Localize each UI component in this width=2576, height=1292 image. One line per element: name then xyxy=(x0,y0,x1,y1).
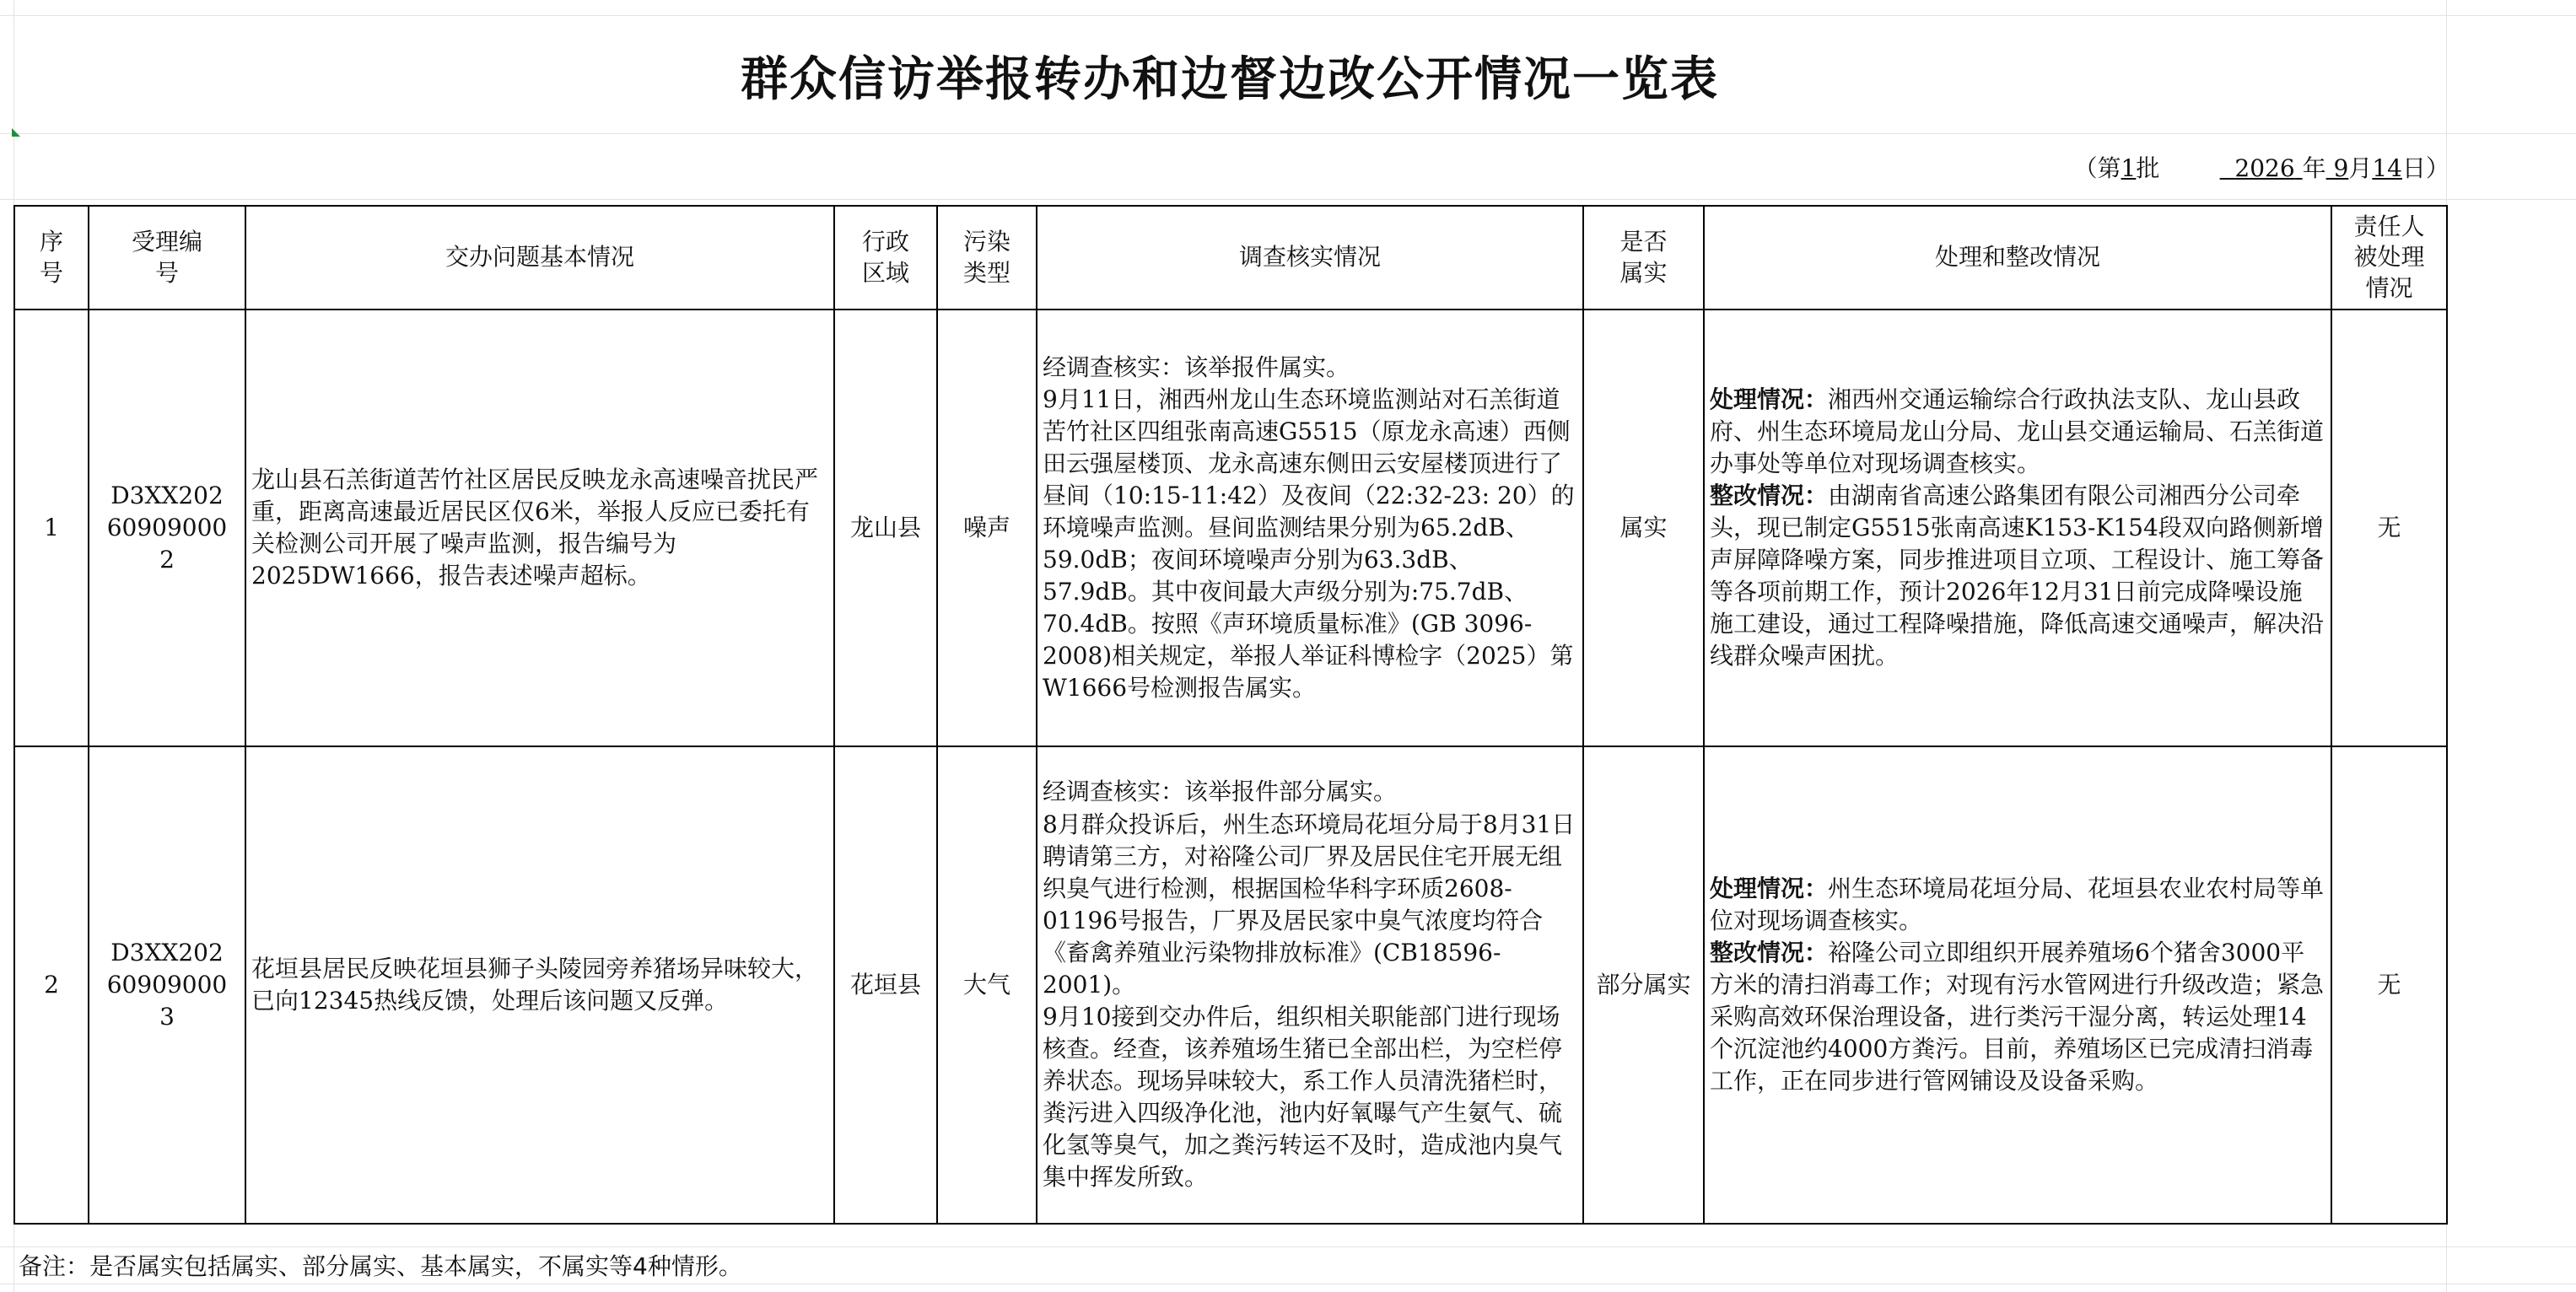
investigation-line: 9月10接到交办件后，组织相关职能部门进行现场核查。经查，该养殖场生猪已全部出栏，为空栏停养状态。现场异味较大，系工作人员清洗猪栏时，粪污进入四级净化池，池内好氧曝气产生氨气、硫化氢等臭气，加之粪污转运不及时，造成池内臭气集中挥发所致。 xyxy=(1043,1003,1563,1192)
sheet-title: 群众信访举报转办和边督边改公开情况一览表 xyxy=(741,52,1719,107)
report-table xyxy=(13,205,2448,1225)
cell-region: 龙山县 xyxy=(834,310,937,746)
cell-responsible: 无 xyxy=(2331,746,2447,1224)
handling-text: 湘西州交通运输综合行政执法支队、龙山县政府、州生态环境局龙山分局、龙山县交通运输局、石羔街道办事处等单位对现场调查核实。 xyxy=(1710,385,2325,477)
cell-investigation xyxy=(1037,746,1583,1224)
header-responsible: 责任人被处理情况 xyxy=(2331,206,2447,310)
rectify-text: 由湖南省高速公路集团有限公司湘西分公司牵头，现已制定G5515张南高速K153-K154段双向路侧新增声屏障降噪方案，同步推进项目立项、工程设计、施工筹备等各项前期工作，预计2026年12月31日前完成降噪设施施工建设，通过工程降噪措施，降低高速交通噪声，解决沿线群众噪声困扰。 xyxy=(1710,481,2325,670)
header-verified: 是否属实 xyxy=(1583,206,1704,310)
header-handling: 处理和整改情况 xyxy=(1704,206,2331,310)
cell-id: D3XX202609090003 xyxy=(89,746,245,1224)
investigation-line: 9月11日，湘西州龙山生态环境监测站对石羔街道苦竹社区四组张南高速G5515（原龙永高速）西侧田云强屋楼顶、龙永高速东侧田云安屋楼顶进行了昼间（10:15-11:42）及夜间（22:32-23: 20）的环境噪声监测。昼间监测结果分别为65.2dB、59.0dB；夜间环境噪声分别为63.3dB、57.9dB。其中夜间最大声级分别为:75.7dB、70.4dB。按照《声环境质量标准》(GB 3096-2008)相关规定，举报人举证科博检字（2025）第W1666号检测报告属实。 xyxy=(1043,385,1575,703)
table-header-row xyxy=(14,206,2447,310)
batch-word: 批 xyxy=(2136,154,2160,182)
batch-day: 14 xyxy=(2372,154,2402,182)
cell-verified: 部分属实 xyxy=(1583,746,1704,1224)
grid-line xyxy=(0,15,2576,16)
header-id: 受理编号 xyxy=(89,206,245,310)
rectify-text: 裕隆公司立即组织开展养殖场6个猪舍3000平方米的清扫消毒工作；对现有污水管网进行升级改造；紧急采购高效环保治理设备，进行类污干湿分离，转运处理14个沉淀池约4000方粪污。目前，养殖场区已完成清扫消毒工作，正在同步进行管网铺设及设备采购。 xyxy=(1710,938,2325,1096)
handling-label: 处理情况： xyxy=(1710,874,1829,902)
grid-line xyxy=(0,1246,2576,1247)
table-row xyxy=(14,746,2447,1224)
cell-issue: 龙山县石羔街道苦竹社区居民反映龙永高速噪音扰民严重，距离高速最近居民区仅6米，举报人反应已委托有关检测公司开展了噪声监测，报告编号为2025DW1666，报告表述噪声超标。 xyxy=(245,310,834,746)
cell-investigation xyxy=(1037,310,1583,746)
handling-text: 州生态环境局花垣分局、花垣县农业农村局等单位对现场调查核实。 xyxy=(1710,874,2325,934)
batch-number: 1 xyxy=(2121,154,2137,182)
cell-seq: 1 xyxy=(14,310,89,746)
grid-line xyxy=(0,199,2576,200)
cell-pollution: 噪声 xyxy=(937,310,1037,746)
footnote: 备注：是否属实包括属实、部分属实、基本属实，不属实等4种情形。 xyxy=(19,1252,742,1280)
batch-month-word: 月 xyxy=(2348,154,2373,182)
investigation-line: 8月群众投诉后，州生态环境局花垣分局于8月31日聘请第三方，对裕隆公司厂界及居民住宅开展无组织臭气进行检测，根据国检华科字环质2608-01196号报告，厂界及居民家中臭气浓度均符合《畜禽养殖业污染物排放标准》(CB18596-2001)。 xyxy=(1043,810,1576,999)
cell-indicator-icon xyxy=(12,128,20,137)
investigation-line: 经调查核实：该举报件部分属实。 xyxy=(1043,778,1398,806)
rectify-label: 整改情况： xyxy=(1710,481,1829,509)
table-row xyxy=(14,310,2447,746)
cell-handling xyxy=(1704,310,2331,746)
header-seq: 序号 xyxy=(14,206,89,310)
batch-month: 9 xyxy=(2333,154,2349,182)
cell-issue: 花垣县居民反映花垣县狮子头陵园旁养猪场异味较大，已向12345热线反馈，处理后该问题又反弹。 xyxy=(245,746,834,1224)
header-issue: 交办问题基本情况 xyxy=(245,206,834,310)
investigation-line: 经调查核实：该举报件属实。 xyxy=(1043,353,1350,381)
cell-responsible: 无 xyxy=(2331,310,2447,746)
batch-open: （第 xyxy=(2073,154,2121,182)
cell-verified: 属实 xyxy=(1583,310,1704,746)
rectify-label: 整改情况： xyxy=(1710,938,1829,966)
header-pollution: 污染类型 xyxy=(937,206,1037,310)
batch-year-word: 年 xyxy=(2302,154,2326,182)
cell-id: D3XX202609090002 xyxy=(89,310,245,746)
cell-pollution: 大气 xyxy=(937,746,1037,1224)
header-investigation: 调查核实情况 xyxy=(1037,206,1583,310)
handling-label: 处理情况： xyxy=(1710,385,1829,413)
batch-close: 日） xyxy=(2401,154,2449,182)
header-region: 行政区域 xyxy=(834,206,937,310)
cell-handling xyxy=(1704,746,2331,1224)
batch-date-line xyxy=(2074,150,2449,184)
cell-seq: 2 xyxy=(14,746,89,1224)
cell-region: 花垣县 xyxy=(834,746,937,1224)
batch-year: 2026 xyxy=(2234,154,2295,182)
